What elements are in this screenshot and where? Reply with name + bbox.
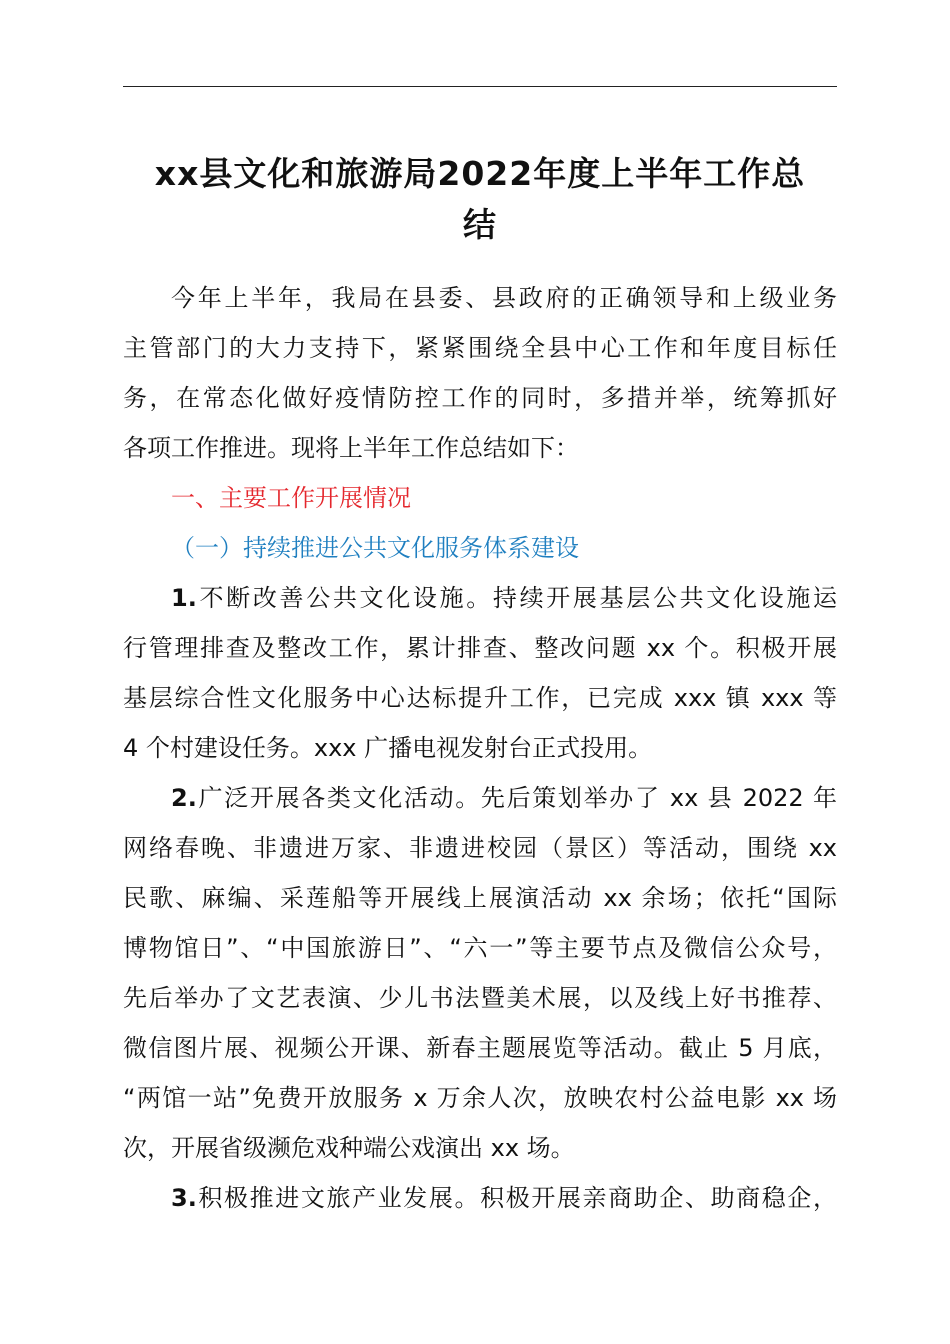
item-line: 先后举办了文艺表演、少儿书法暨美术展，以及线上好书推荐、 [123, 984, 837, 1012]
item-3-first-line [123, 1173, 837, 1223]
item-line: 网络春晚、非遗进万家、非遗进校园（景区）等活动，围绕 xx [123, 834, 837, 862]
item-number: 1. [171, 584, 197, 612]
intro-line: 各项工作推进。现将上半年工作总结如下： [123, 434, 579, 462]
document-title-continued: 结 [463, 205, 497, 244]
item-1-first-line [123, 573, 837, 623]
intro-line: 务，在常态化做好疫情防控工作的同时，多措并举，统筹抓好 [123, 384, 837, 412]
item-text: 不断改善公共文化设施。持续开展基层公共文化设施运 [196, 584, 837, 612]
item-line: 微信图片展、视频公开课、新春主题展览等活动。截止 5 月底， [123, 1034, 837, 1062]
header-rule [123, 86, 837, 87]
item-line: 4 个村建设任务。xxx 广播电视发射台正式投用。 [123, 734, 653, 762]
subsection-heading: （一）持续推进公共文化服务体系建设 [171, 534, 579, 562]
item-line: 次，开展省级濒危戏种端公戏演出 xx 场。 [123, 1134, 575, 1162]
intro-line: 今年上半年，我局在县委、县政府的正确领导和上级业务 [171, 284, 837, 312]
item-text: 积极推进文旅产业发展。积极开展亲商助企、助商稳企， [196, 1184, 837, 1212]
item-line: 民歌、麻编、采莲船等开展线上展演活动 xx 余场；依托“国际 [123, 884, 837, 912]
item-line: 基层综合性文化服务中心达标提升工作，已完成 xxx 镇 xxx 等 [123, 684, 837, 712]
item-2-first-line [123, 773, 837, 823]
item-line: 博物馆日”、“中国旅游日”、“六一”等主要节点及微信公众号， [123, 934, 837, 962]
section-heading: 一、主要工作开展情况 [171, 484, 411, 512]
item-number: 3. [171, 1184, 197, 1212]
item-line: 行管理排查及整改工作，累计排查、整改问题 xx 个。积极开展 [123, 634, 837, 662]
item-text: 广泛开展各类文化活动。先后策划举办了 xx 县 2022 年 [196, 784, 837, 812]
item-number: 2. [171, 784, 197, 812]
intro-line: 主管部门的大力支持下，紧紧围绕全县中心工作和年度目标任 [123, 334, 837, 362]
document-title: xx县文化和旅游局2022年度上半年工作总 [154, 154, 806, 193]
item-line: “两馆一站”免费开放服务 x 万余人次，放映农村公益电影 xx 场 [123, 1084, 837, 1112]
